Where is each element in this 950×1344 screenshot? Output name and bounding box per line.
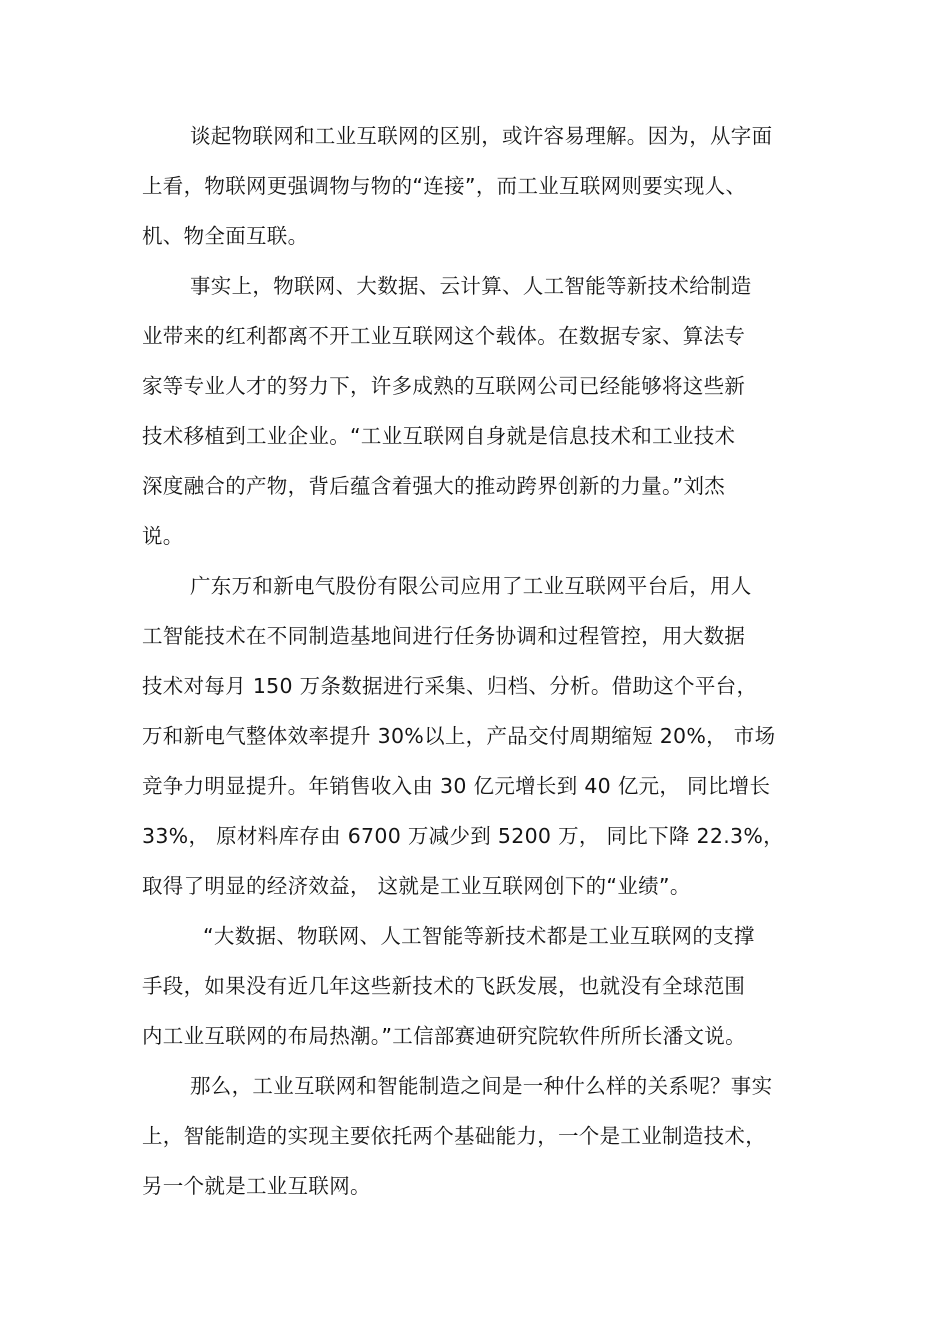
paragraph-line: 谈起物联网和工业互联网的区别，或许容易理解。因为，从字面 <box>190 124 773 148</box>
paragraph-line: 万和新电气整体效率提升 30%以上，产品交付周期缩短 20%， 市场 <box>142 724 776 748</box>
paragraph-line: 那么，工业互联网和智能制造之间是一种什么样的关系呢？事实 <box>190 1074 773 1098</box>
paragraph-line: 家等专业人才的努力下，许多成熟的互联网公司已经能够将这些新 <box>142 374 746 398</box>
paragraph-line: 33%， 原材料库存由 6700 万减少到 5200 万， 同比下降 22.3%， <box>142 824 784 848</box>
paragraph-line: 竞争力明显提升。年销售收入由 30 亿元增长到 40 亿元， 同比增长 <box>142 774 771 798</box>
paragraph-line: 技术移植到工业企业。“工业互联网自身就是信息技术和工业技术 <box>142 424 736 448</box>
paragraph-line: 事实上，物联网、大数据、云计算、人工智能等新技术给制造 <box>190 274 752 298</box>
paragraph-line: 内工业互联网的布局热潮。”工信部赛迪研究院软件所所长潘文说。 <box>142 1024 746 1048</box>
paragraph-line: 上看，物联网更强调物与物的“连接”，而工业互联网则要实现人、 <box>142 174 747 198</box>
paragraph-line: 机、物全面互联。 <box>142 224 309 248</box>
paragraph-line: 工智能技术在不同制造基地间进行任务协调和过程管控，用大数据 <box>142 624 746 648</box>
paragraph-line: 技术对每月 150 万条数据进行采集、归档、分析。借助这个平台， <box>142 674 758 698</box>
paragraph-line: 另一个就是工业互联网。 <box>142 1174 371 1198</box>
paragraph-line: 业带来的红利都离不开工业互联网这个载体。在数据专家、算法专 <box>142 324 746 348</box>
paragraph-line: “大数据、物联网、人工智能等新技术都是工业互联网的支撑 <box>203 924 755 948</box>
paragraph-line: 取得了明显的经济效益， 这就是工业互联网创下的“业绩”。 <box>142 874 691 898</box>
paragraph-line: 深度融合的产物，背后蕴含着强大的推动跨界创新的力量。”刘杰 <box>142 474 726 498</box>
paragraph-line: 广东万和新电气股份有限公司应用了工业互联网平台后，用人 <box>190 574 752 598</box>
paragraph-line: 手段，如果没有近几年这些新技术的飞跃发展，也就没有全球范围 <box>142 974 746 998</box>
paragraph-line: 说。 <box>142 524 184 548</box>
paragraph-line: 上，智能制造的实现主要依托两个基础能力，一个是工业制造技术， <box>142 1124 766 1148</box>
